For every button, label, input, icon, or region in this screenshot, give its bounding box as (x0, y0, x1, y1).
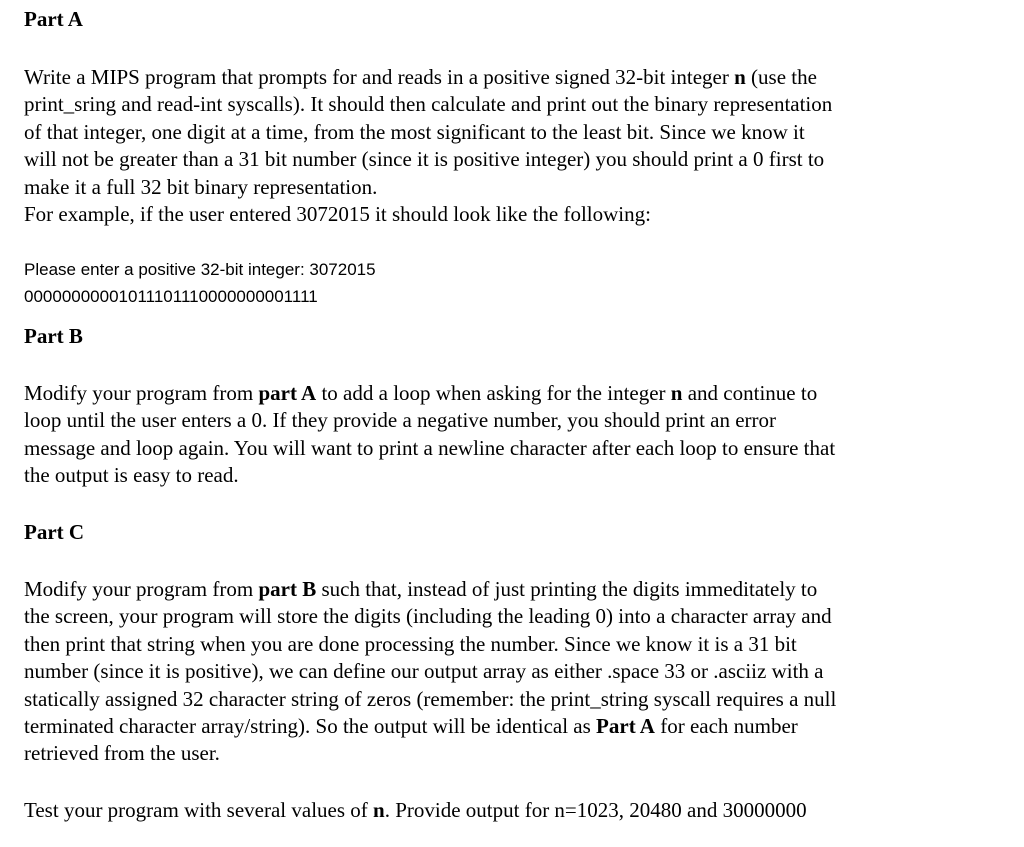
bold-term: part A (258, 381, 317, 405)
bold-term: n (373, 798, 385, 822)
part-c-heading: Part C (24, 520, 85, 544)
sample-console-output (24, 256, 376, 310)
text-line: terminated character array/string). So the output will be identical as Part A for each number (24, 714, 798, 739)
part-b-heading: Part B (24, 324, 83, 348)
text-line: Write a MIPS program that prompts for and reads in a positive signed 32-bit integer n (use the (24, 65, 817, 89)
text-line: message and loop again. You will want to print a newline character after each loop to ensure that (24, 435, 836, 460)
text-line: print_sring and read-int syscalls). It should then calculate and print out the binary representation (24, 92, 833, 117)
text-line: make it a full 32 bit binary representation. (24, 174, 378, 199)
text-line: statically assigned 32 character string of zeros (remember: the print_string syscall requires a null (24, 686, 837, 711)
part-a-heading: Part A (24, 7, 83, 31)
sample-binary-line: 00000000001011101110000000001111 (24, 287, 318, 306)
text-line: number (since it is positive), we can define our output array as either .space 33 or .asciiz with a (24, 659, 824, 684)
text-line: Modify your program from part A to add a loop when asking for the integer n and continue to (24, 381, 818, 405)
text-line: loop until the user enters a 0. If they provide a negative number, you should print an error (24, 408, 777, 433)
text-line: will not be greater than a 31 bit number (since it is positive integer) you should print a 0 first to (24, 147, 825, 172)
bold-term: part B (258, 577, 317, 601)
part-c-paragraph (24, 576, 984, 768)
part-b-paragraph (24, 380, 984, 490)
text-line: then print that string when you are done processing the number. Since we know it is a 31 bit (24, 631, 797, 656)
bold-term: n (734, 65, 746, 89)
text-line: For example, if the user entered 3072015 it should look like the following: (24, 202, 651, 227)
text-line: the output is easy to read. (24, 463, 239, 488)
sample-prompt-line: Please enter a positive 32-bit integer: 3072015 (24, 260, 376, 279)
text-line: Test your program with several values of n. Provide output for n=1023, 20480 and 30000000 (24, 798, 807, 822)
part-a-paragraph (24, 64, 984, 228)
text-line: Modify your program from part B such that, instead of just printing the digits immeditately to (24, 577, 818, 601)
bold-term: Part A (596, 714, 655, 739)
bold-term: n (670, 381, 683, 405)
text-line: the screen, your program will store the digits (including the leading 0) into a character array and (24, 604, 832, 629)
text-line: retrieved from the user. (24, 741, 220, 766)
test-instruction (24, 797, 984, 824)
text-line: of that integer, one digit at a time, from the most significant to the least bit. Since we know it (24, 119, 805, 144)
